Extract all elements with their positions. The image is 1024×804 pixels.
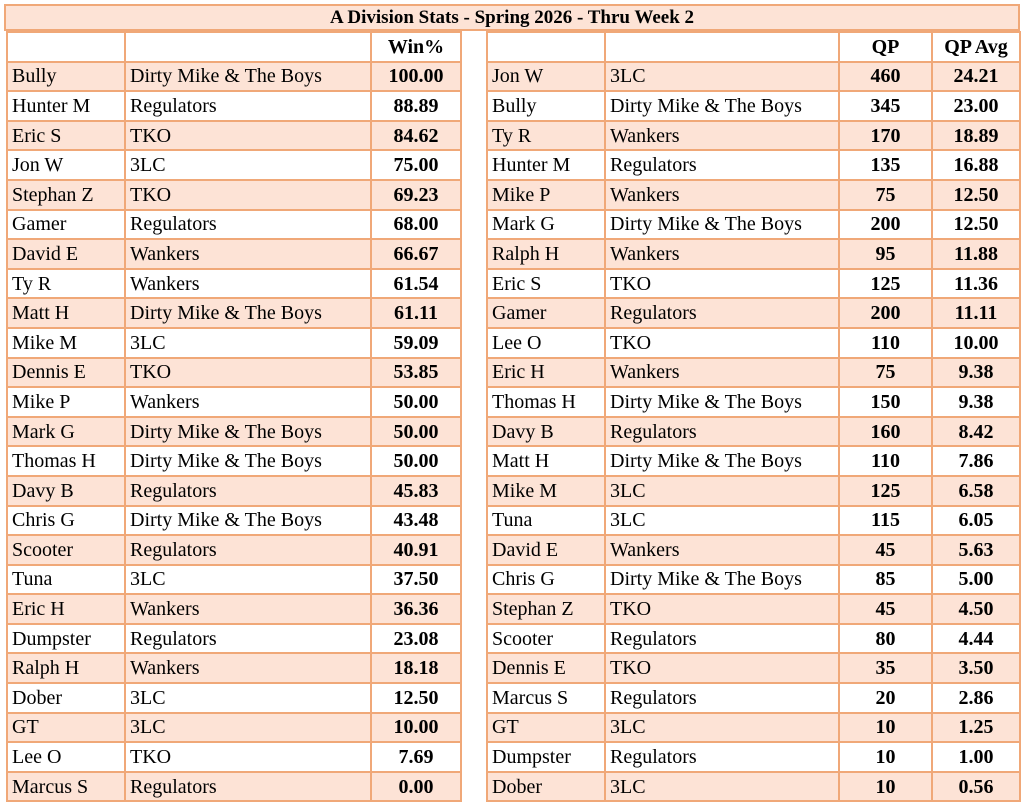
column-header-win-pct: Win% — [371, 32, 461, 62]
qp-avg-cell: 24.21 — [932, 62, 1020, 92]
table-row — [7, 298, 461, 328]
table-row — [487, 742, 1020, 772]
qp-avg-cell: 12.50 — [932, 210, 1020, 240]
player-cell: Ty R — [487, 121, 605, 151]
qp-avg-cell: 9.38 — [932, 387, 1020, 417]
table-header-row — [7, 32, 461, 62]
qp-cell: 115 — [839, 506, 932, 536]
team-cell: 3LC — [605, 713, 839, 743]
team-cell: 3LC — [125, 683, 371, 713]
player-cell: Gamer — [487, 298, 605, 328]
qp-avg-cell: 2.86 — [932, 683, 1020, 713]
win-pct-cell: 37.50 — [371, 565, 461, 595]
table-row — [7, 446, 461, 476]
player-cell: Mike P — [487, 180, 605, 210]
player-cell: Davy B — [7, 476, 125, 506]
team-cell: Regulators — [605, 683, 839, 713]
table-row — [487, 358, 1020, 388]
qp-cell: 20 — [839, 683, 932, 713]
team-cell: 3LC — [605, 62, 839, 92]
table-row — [487, 446, 1020, 476]
team-cell: Dirty Mike & The Boys — [605, 91, 839, 121]
player-cell: Gamer — [7, 210, 125, 240]
table-row — [487, 210, 1020, 240]
player-cell: Stephan Z — [7, 180, 125, 210]
win-pct-cell: 61.11 — [371, 298, 461, 328]
team-cell: Regulators — [605, 150, 839, 180]
table-row — [487, 683, 1020, 713]
table-row — [7, 535, 461, 565]
team-cell: TKO — [605, 653, 839, 683]
quality-points-table — [486, 31, 1021, 802]
win-pct-cell: 66.67 — [371, 239, 461, 269]
qp-cell: 45 — [839, 594, 932, 624]
team-cell: 3LC — [605, 476, 839, 506]
qp-cell: 75 — [839, 180, 932, 210]
table-row — [7, 742, 461, 772]
qp-cell: 35 — [839, 653, 932, 683]
qp-cell: 125 — [839, 476, 932, 506]
player-cell: Mark G — [487, 210, 605, 240]
player-cell: Marcus S — [7, 772, 125, 802]
player-cell: Ralph H — [487, 239, 605, 269]
player-cell: Marcus S — [487, 683, 605, 713]
column-header-player — [7, 32, 125, 62]
team-cell: 3LC — [125, 150, 371, 180]
qp-avg-cell: 11.88 — [932, 239, 1020, 269]
team-cell: Regulators — [605, 624, 839, 654]
win-pct-cell: 69.23 — [371, 180, 461, 210]
qp-avg-cell: 0.56 — [932, 772, 1020, 802]
qp-cell: 160 — [839, 417, 932, 447]
team-cell: Wankers — [605, 180, 839, 210]
column-header-qp: QP — [839, 32, 932, 62]
win-pct-cell: 7.69 — [371, 742, 461, 772]
qp-cell: 80 — [839, 624, 932, 654]
team-cell: 3LC — [125, 328, 371, 358]
table-row — [487, 713, 1020, 743]
win-pct-cell: 84.62 — [371, 121, 461, 151]
win-pct-cell: 75.00 — [371, 150, 461, 180]
qp-avg-cell: 4.44 — [932, 624, 1020, 654]
team-cell: Regulators — [605, 742, 839, 772]
qp-cell: 10 — [839, 772, 932, 802]
table-row — [487, 653, 1020, 683]
column-header-qp-avg: QP Avg — [932, 32, 1020, 62]
player-cell: Dumpster — [7, 624, 125, 654]
team-cell: Regulators — [605, 298, 839, 328]
team-cell: Wankers — [605, 535, 839, 565]
qp-avg-cell: 9.38 — [932, 358, 1020, 388]
team-cell: Wankers — [125, 653, 371, 683]
team-cell: Wankers — [125, 387, 371, 417]
player-cell: Thomas H — [487, 387, 605, 417]
table-row — [487, 565, 1020, 595]
team-cell: Regulators — [125, 624, 371, 654]
win-pct-cell: 50.00 — [371, 417, 461, 447]
qp-cell: 150 — [839, 387, 932, 417]
win-percentage-table — [6, 31, 462, 802]
player-cell: Jon W — [7, 150, 125, 180]
team-cell: Dirty Mike & The Boys — [125, 446, 371, 476]
table-row — [7, 624, 461, 654]
win-pct-cell: 68.00 — [371, 210, 461, 240]
player-cell: Eric H — [7, 594, 125, 624]
team-cell: Dirty Mike & The Boys — [125, 298, 371, 328]
win-pct-cell: 50.00 — [371, 446, 461, 476]
win-pct-cell: 45.83 — [371, 476, 461, 506]
win-pct-cell: 50.00 — [371, 387, 461, 417]
win-pct-cell: 18.18 — [371, 653, 461, 683]
table-row — [7, 121, 461, 151]
qp-avg-cell: 8.42 — [932, 417, 1020, 447]
team-cell: 3LC — [605, 772, 839, 802]
team-cell: Wankers — [125, 239, 371, 269]
team-cell: TKO — [125, 742, 371, 772]
team-cell: Dirty Mike & The Boys — [605, 446, 839, 476]
player-cell: Matt H — [487, 446, 605, 476]
qp-cell: 95 — [839, 239, 932, 269]
column-header-team — [125, 32, 371, 62]
win-pct-cell: 40.91 — [371, 535, 461, 565]
column-header-team — [605, 32, 839, 62]
player-cell: Scooter — [7, 535, 125, 565]
team-cell: Dirty Mike & The Boys — [125, 506, 371, 536]
win-pct-cell: 12.50 — [371, 683, 461, 713]
player-cell: Dober — [487, 772, 605, 802]
qp-cell: 45 — [839, 535, 932, 565]
table-row — [487, 772, 1020, 802]
table-row — [7, 62, 461, 92]
table-row — [487, 387, 1020, 417]
team-cell: Wankers — [125, 269, 371, 299]
player-cell: Mike M — [7, 328, 125, 358]
player-cell: Bully — [487, 91, 605, 121]
team-cell: Dirty Mike & The Boys — [605, 387, 839, 417]
table-row — [7, 565, 461, 595]
table-row — [7, 150, 461, 180]
qp-avg-cell: 1.00 — [932, 742, 1020, 772]
team-cell: Dirty Mike & The Boys — [125, 417, 371, 447]
qp-avg-cell: 18.89 — [932, 121, 1020, 151]
team-cell: TKO — [125, 180, 371, 210]
qp-cell: 75 — [839, 358, 932, 388]
qp-avg-cell: 1.25 — [932, 713, 1020, 743]
qp-avg-cell: 5.00 — [932, 565, 1020, 595]
table-row — [7, 772, 461, 802]
player-cell: Dumpster — [487, 742, 605, 772]
qp-avg-cell: 12.50 — [932, 180, 1020, 210]
qp-avg-cell: 23.00 — [932, 91, 1020, 121]
qp-avg-cell: 16.88 — [932, 150, 1020, 180]
player-cell: Eric H — [487, 358, 605, 388]
qp-cell: 10 — [839, 742, 932, 772]
table-header-row — [487, 32, 1020, 62]
player-cell: Jon W — [487, 62, 605, 92]
player-cell: David E — [7, 239, 125, 269]
win-pct-cell: 10.00 — [371, 713, 461, 743]
table-row — [487, 535, 1020, 565]
team-cell: TKO — [125, 121, 371, 151]
team-cell: Wankers — [605, 358, 839, 388]
table-row — [487, 91, 1020, 121]
table-row — [7, 417, 461, 447]
win-pct-cell: 43.48 — [371, 506, 461, 536]
table-row — [487, 328, 1020, 358]
team-cell: TKO — [605, 594, 839, 624]
qp-cell: 460 — [839, 62, 932, 92]
column-header-player — [487, 32, 605, 62]
table-row — [7, 594, 461, 624]
table-row — [487, 476, 1020, 506]
qp-cell: 170 — [839, 121, 932, 151]
table-row — [7, 653, 461, 683]
player-cell: Lee O — [7, 742, 125, 772]
player-cell: GT — [487, 713, 605, 743]
player-cell: Matt H — [7, 298, 125, 328]
table-row — [487, 239, 1020, 269]
player-cell: Chris G — [7, 506, 125, 536]
table-row — [7, 387, 461, 417]
team-cell: Regulators — [125, 772, 371, 802]
table-row — [487, 269, 1020, 299]
table-row — [7, 210, 461, 240]
player-cell: Stephan Z — [487, 594, 605, 624]
table-row — [7, 713, 461, 743]
player-cell: Tuna — [7, 565, 125, 595]
qp-avg-cell: 6.05 — [932, 506, 1020, 536]
qp-cell: 200 — [839, 298, 932, 328]
player-cell: David E — [487, 535, 605, 565]
qp-avg-cell: 11.36 — [932, 269, 1020, 299]
player-cell: Dennis E — [487, 653, 605, 683]
player-cell: Bully — [7, 62, 125, 92]
table-row — [7, 476, 461, 506]
qp-cell: 10 — [839, 713, 932, 743]
win-pct-cell: 53.85 — [371, 358, 461, 388]
table-row — [487, 298, 1020, 328]
qp-cell: 135 — [839, 150, 932, 180]
team-cell: Dirty Mike & The Boys — [605, 565, 839, 595]
player-cell: Mike P — [7, 387, 125, 417]
team-cell: Dirty Mike & The Boys — [125, 62, 371, 92]
team-cell: 3LC — [125, 565, 371, 595]
player-cell: Eric S — [7, 121, 125, 151]
player-cell: Scooter — [487, 624, 605, 654]
qp-avg-cell: 7.86 — [932, 446, 1020, 476]
table-row — [487, 417, 1020, 447]
table-row — [487, 506, 1020, 536]
team-cell: Wankers — [125, 594, 371, 624]
win-pct-cell: 36.36 — [371, 594, 461, 624]
table-row — [7, 239, 461, 269]
team-cell: Regulators — [125, 91, 371, 121]
qp-cell: 110 — [839, 446, 932, 476]
win-pct-cell: 59.09 — [371, 328, 461, 358]
table-row — [7, 358, 461, 388]
player-cell: Dober — [7, 683, 125, 713]
qp-avg-cell: 6.58 — [932, 476, 1020, 506]
player-cell: Chris G — [487, 565, 605, 595]
team-cell: TKO — [605, 328, 839, 358]
player-cell: Lee O — [487, 328, 605, 358]
qp-avg-cell: 3.50 — [932, 653, 1020, 683]
team-cell: Regulators — [125, 535, 371, 565]
qp-avg-cell: 10.00 — [932, 328, 1020, 358]
table-row — [487, 180, 1020, 210]
player-cell: Hunter M — [7, 91, 125, 121]
player-cell: Ty R — [7, 269, 125, 299]
team-cell: 3LC — [125, 713, 371, 743]
player-cell: Hunter M — [487, 150, 605, 180]
player-cell: Thomas H — [7, 446, 125, 476]
player-cell: Ralph H — [7, 653, 125, 683]
qp-cell: 110 — [839, 328, 932, 358]
qp-avg-cell: 5.63 — [932, 535, 1020, 565]
win-pct-cell: 23.08 — [371, 624, 461, 654]
table-row — [7, 328, 461, 358]
qp-avg-cell: 4.50 — [932, 594, 1020, 624]
team-cell: Wankers — [605, 121, 839, 151]
team-cell: Wankers — [605, 239, 839, 269]
player-cell: Eric S — [487, 269, 605, 299]
qp-cell: 345 — [839, 91, 932, 121]
qp-cell: 85 — [839, 565, 932, 595]
table-row — [487, 594, 1020, 624]
qp-cell: 200 — [839, 210, 932, 240]
team-cell: Regulators — [125, 210, 371, 240]
qp-avg-cell: 11.11 — [932, 298, 1020, 328]
team-cell: Regulators — [605, 417, 839, 447]
table-row — [7, 269, 461, 299]
table-row — [487, 62, 1020, 92]
player-cell: Mike M — [487, 476, 605, 506]
page-title: A Division Stats - Spring 2026 - Thru Week 2 — [4, 4, 1020, 31]
team-cell: Regulators — [125, 476, 371, 506]
team-cell: Dirty Mike & The Boys — [605, 210, 839, 240]
player-cell: Dennis E — [7, 358, 125, 388]
player-cell: Tuna — [487, 506, 605, 536]
table-row — [487, 624, 1020, 654]
player-cell: GT — [7, 713, 125, 743]
win-pct-cell: 61.54 — [371, 269, 461, 299]
player-cell: Mark G — [7, 417, 125, 447]
team-cell: TKO — [125, 358, 371, 388]
table-row — [7, 683, 461, 713]
win-pct-cell: 88.89 — [371, 91, 461, 121]
team-cell: 3LC — [605, 506, 839, 536]
table-row — [7, 91, 461, 121]
team-cell: TKO — [605, 269, 839, 299]
table-row — [7, 180, 461, 210]
player-cell: Davy B — [487, 417, 605, 447]
table-row — [487, 150, 1020, 180]
win-pct-cell: 0.00 — [371, 772, 461, 802]
table-row — [7, 506, 461, 536]
table-row — [487, 121, 1020, 151]
qp-cell: 125 — [839, 269, 932, 299]
win-pct-cell: 100.00 — [371, 62, 461, 92]
